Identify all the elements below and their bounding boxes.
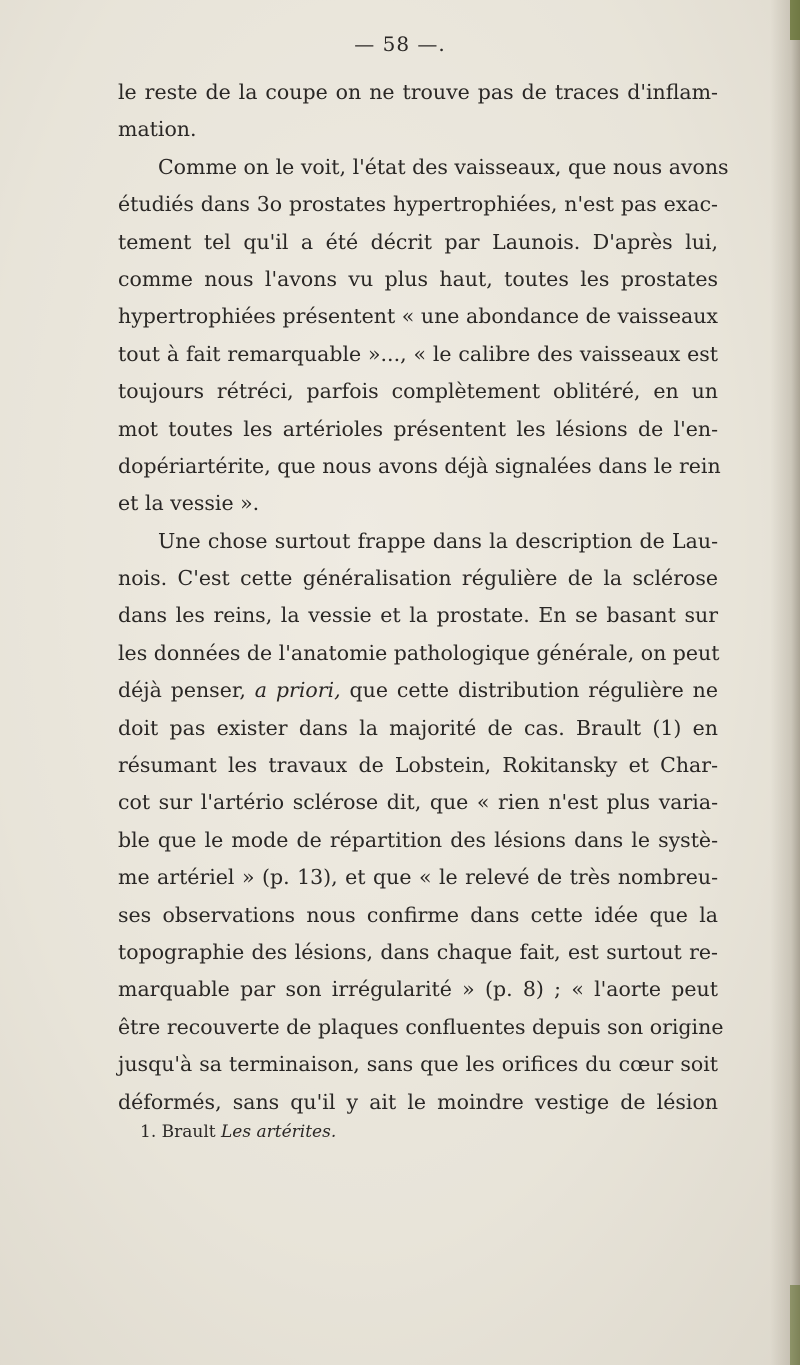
text-line: me artériel » (p. 13), et que « le relevé de très nombreu-	[118, 865, 718, 890]
text-line: cot sur l'artério sclérose dit, que « rien n'est plus varia-	[118, 790, 718, 815]
page-edge-binding-bottom	[790, 1285, 800, 1365]
text-fragment: que cette distribution régulière ne	[349, 678, 718, 703]
text-line: déformés, sans qu'il y ait le moindre vestige de lésion	[118, 1089, 718, 1114]
footnote-title: Les artérites.	[221, 1122, 337, 1142]
text-line: toujours rétréci, parfois complètement oblitéré, en un	[118, 379, 718, 404]
text-line: ble que le mode de répartition des lésions dans le systè-	[118, 827, 718, 852]
page-number: — 58 —.	[354, 32, 446, 56]
text-line: être recouverte de plaques confluentes depuis son origine	[118, 1014, 724, 1039]
text-line: comme nous l'avons vu plus haut, toutes les prostates	[118, 266, 718, 291]
text-line: dans les reins, la vessie et la prostate. En se basant sur	[118, 603, 718, 628]
text-line: topographie des lésions, dans chaque fait, est surtout re-	[118, 939, 718, 964]
text-line: dopériartérite, que nous avons déjà signalées dans le rein	[118, 453, 721, 478]
text-line: et la vessie ».	[118, 491, 260, 516]
text-line: Comme on le voit, l'état des vaisseaux, que nous avons	[158, 154, 729, 179]
text-line: mation.	[118, 117, 197, 142]
text-line: étudiés dans 3o prostates hypertrophiées, n'est pas exac-	[118, 192, 718, 217]
footnote-reference: 1. Brault	[140, 1122, 216, 1142]
text-fragment: déjà penser,	[118, 678, 246, 703]
text-line	[118, 672, 718, 709]
text-line: ses observations nous confirme dans cette idée que la	[118, 902, 718, 927]
text-line: résumant les travaux de Lobstein, Rokitansky et Char-	[118, 753, 718, 778]
page-edge-shadow	[770, 0, 800, 1365]
text-line: tement tel qu'il a été décrit par Launois. D'après lui,	[118, 229, 718, 254]
text-line: mot toutes les artérioles présentent les lésions de l'en-	[118, 416, 718, 441]
footnote	[140, 1122, 336, 1142]
text-line: le reste de la coupe on ne trouve pas de traces d'inflam-	[118, 80, 718, 104]
text-line: jusqu'à sa terminaison, sans que les orifices du cœur soit	[118, 1052, 718, 1077]
body-text	[118, 74, 729, 1121]
text-line: Une chose surtout frappe dans la description de Lau-	[158, 528, 718, 553]
text-line: hypertrophiées présentent « une abondance de vaisseaux	[118, 304, 718, 329]
text-line: nois. C'est cette généralisation régulière de la sclérose	[118, 566, 718, 591]
text-line: marquable par son irrégularité » (p. 8) ; « l'aorte peut	[118, 977, 718, 1002]
italic-phrase: a priori,	[254, 678, 341, 703]
text-line: les données de l'anatomie pathologique générale, on peut	[118, 640, 720, 665]
text-line: tout à fait remarquable »..., « le calibre des vaisseaux est	[118, 341, 718, 366]
text-line: doit pas exister dans la majorité de cas. Brault (1) en	[118, 715, 718, 740]
